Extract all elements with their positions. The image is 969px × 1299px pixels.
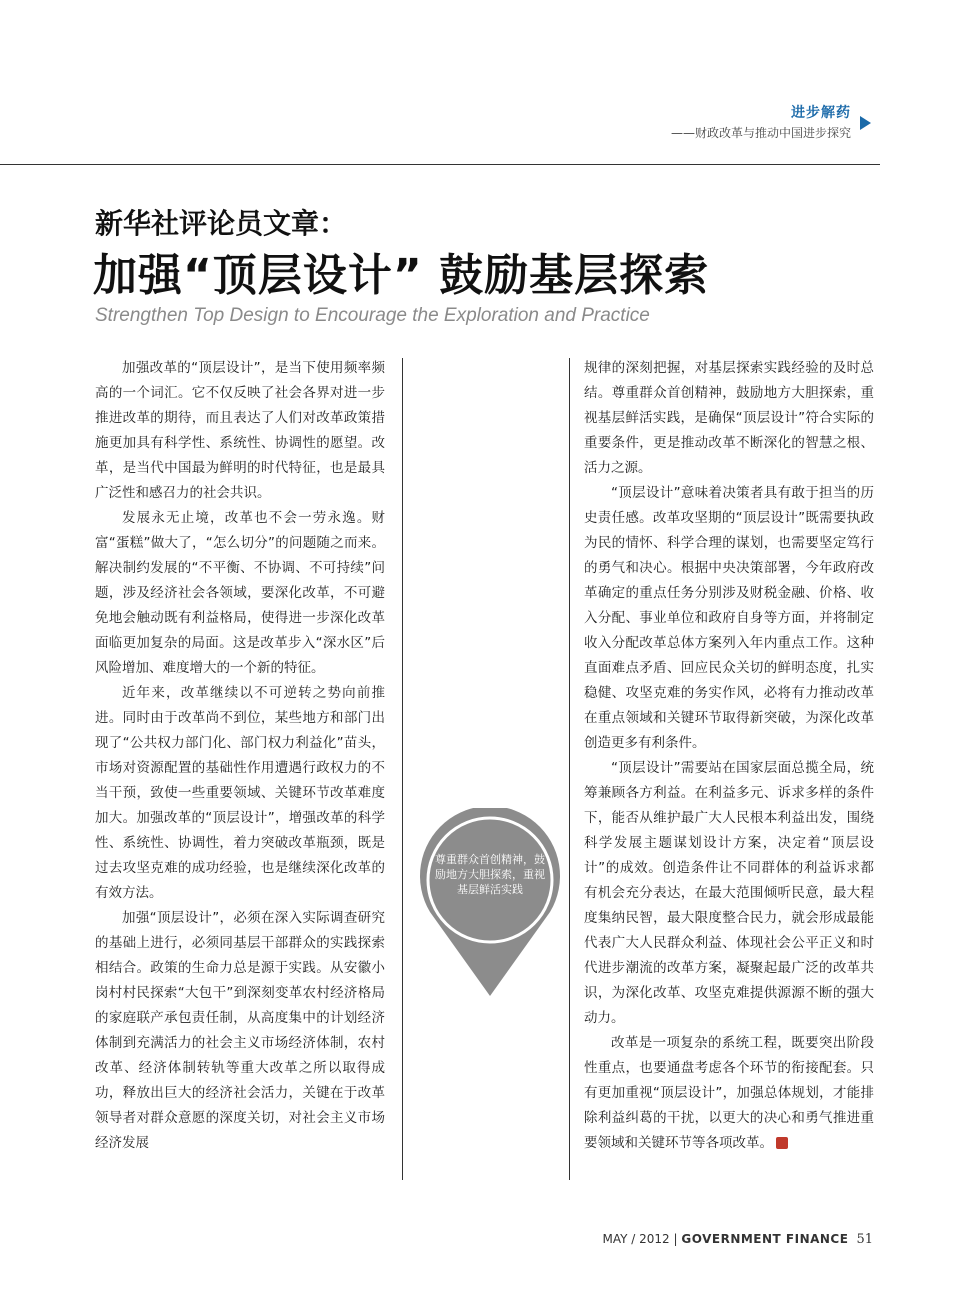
article-kicker: 新华社评论员文章： [95,207,348,240]
journal-name: GOVERNMENT FINANCE [681,1232,849,1246]
issue-date: MAY / 2012 | [602,1232,682,1246]
section-name: 进步解药 [791,105,851,121]
pull-quote-pin-icon [416,808,564,998]
pull-quote: 尊重群众首创精神，鼓励地方大胆探索，重视基层鲜活实践 [435,853,545,896]
paragraph: 发展永无止境，改革也不会一劳永逸。财富“蛋糕”做大了，“怎么切分”的问题随之而来。解决制约发展的“不平衡、不协调、不可持续”问题，涉及经济社会各领域，要深化改革，不可避免地会触动既有利益格局，使得进一步深化改革面临更加复杂的局面。这是改革步入“深水区”后风险增加、难度增大的一个新的特征。 [95,510,385,676]
section-subtitle: ——财政改革与推动中国进步探究 [670,126,851,140]
paragraph: “顶层设计”意味着决策者具有敢于担当的历史责任感。改革攻坚期的“顶层设计”既需要执政为民的情怀、科学合理的谋划，也需要坚定笃行的勇气和决心。根据中央决策部署，今年政府改革确定的重点任务分别涉及财税金融、价格、收入分配、事业单位和政府自身等方面，并将制定收入分配改革总体方案列入年内重点工作。这种直面难点矛盾、回应民众关切的鲜明态度，扎实稳健、攻坚克难的务实作风，必将有力推动改革在重点领域和关键环节取得新突破，为深化改革创造更多有利条件。 [584,485,874,751]
column-divider-right [569,358,570,1180]
paragraph: 加强改革的“顶层设计”，是当下使用频率频高的一个词汇。它不仅反映了社会各界对进一步推进改革的期待，而且表达了人们对改革政策措施更加具有科学性、系统性、协调性的愿望。改革，是当代中国最为鲜明的时代特征，也是最具广泛性和感召力的社会共识。 [95,360,385,501]
paragraph: “顶层设计”需要站在国家层面总揽全局，统筹兼顾各方利益。在利益多元、诉求多样的条件下，能否从维护最广大人民根本利益出发，围绕科学发展主题谋划设计方案，决定着“顶层设计”的成效。创造条件让不同群体的利益诉求都有机会充分表达，在最大范围倾听民意，最大程度集纳民智，最大限度整合民力，就会形成最能代表广大人民群众利益、体现社会公平正义和时代进步潮流的改革方案，凝聚起最广泛的改革共识，为深化改革、攻坚克难提供源源不断的强大动力。 [584,760,874,1026]
paragraph: 规律的深刻把握，对基层探索实践经验的及时总结。尊重群众首创精神，鼓励地方大胆探索，重视基层鲜活实践，是确保“顶层设计”符合实际的重要条件，更是推动改革不断深化的智慧之根、活力之源。 [584,360,874,476]
section-header [671,104,851,142]
left-column [95,356,385,1156]
paragraph-final [584,1031,874,1156]
end-of-article-icon [776,1137,788,1149]
column-divider-left [402,358,403,1180]
paragraph: 近年来，改革继续以不可逆转之势向前推进。同时由于改革尚不到位，某些地方和部门出现了“公共权力部门化、部门权力利益化”苗头，市场对资源配置的基础性作用遭遇行政权力的不当干预，致使一些重要领域、关键环节改革难度加大。加强改革的“顶层设计”，增强改革的科学性、系统性、协调性，着力突破改革瓶颈，既是过去攻坚克难的成功经验，也是继续深化改革的有效方法。 [95,685,385,901]
article-title: 加强“顶层设计” 鼓励基层探索 [93,250,710,301]
page-number: 51 [856,1232,873,1247]
paragraph-text: 改革是一项复杂的系统工程，既要突出阶段性重点，也要通盘考虑各个环节的衔接配套。只有更加重视“顶层设计”，加强总体规划，才能排除利益纠葛的干扰，以更大的决心和勇气推进重要领域和关键环节等各项改革。 [584,1035,874,1151]
right-column [584,356,874,1156]
header-rule [0,164,880,165]
article-title-en: Strengthen Top Design to Encourage the Exploration and Practice [95,305,650,326]
triangle-arrow-icon [860,116,871,130]
page-footer [603,1232,873,1247]
paragraph: 加强“顶层设计”，必须在深入实际调查研究的基础上进行，必须同基层干部群众的实践探索相结合。政策的生命力总是源于实践。从安徽小岗村村民探索“大包干”到深刻变革农村经济格局的家庭联产承包责任制，从高度集中的计划经济体制到充满活力的社会主义市场经济体制，农村改革、经济体制转轨等重大改革之所以取得成功，释放出巨大的经济社会活力，关键在于改革领导者对群众意愿的深度关切，对社会主义市场经济发展 [95,910,385,1151]
